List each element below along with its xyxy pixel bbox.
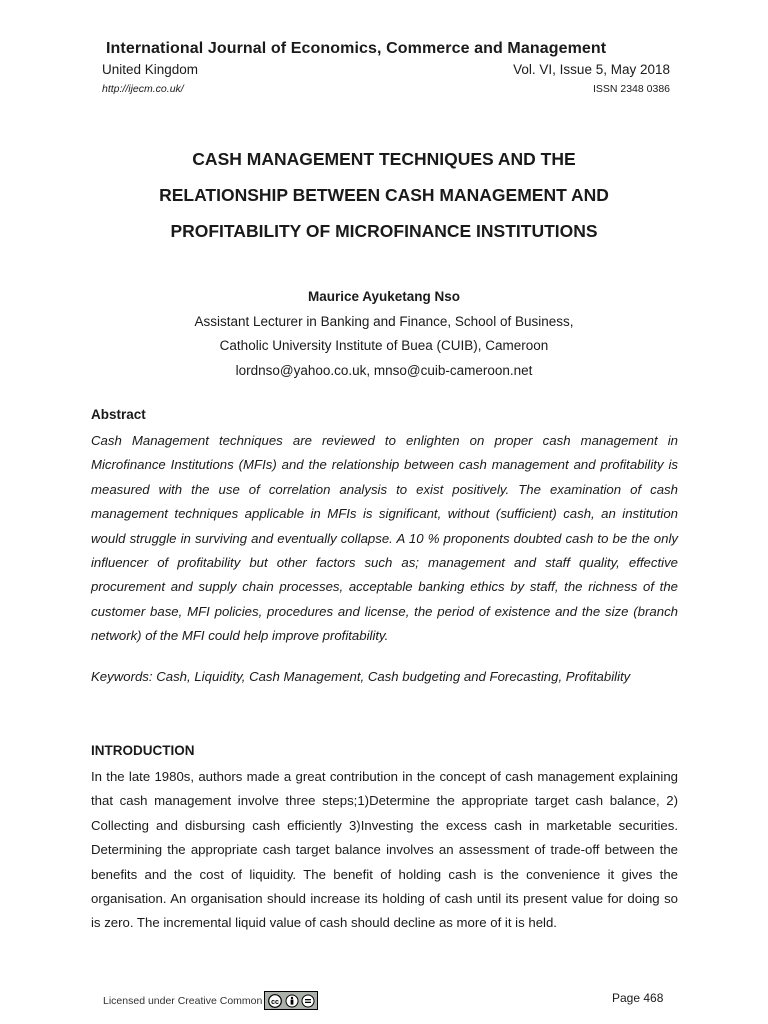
introduction-heading: INTRODUCTION xyxy=(91,743,195,758)
author-affiliation: Catholic University Institute of Buea (CUIB), Cameroon xyxy=(219,338,549,353)
author-name: Maurice Ayuketang Nso xyxy=(307,289,461,304)
author-affiliation: Assistant Lecturer in Banking and Finance, School of Business, xyxy=(194,313,574,329)
header-row-top xyxy=(102,62,670,77)
journal-volume: Vol. VI, Issue 5, May 2018 xyxy=(513,62,670,77)
footer-license xyxy=(103,991,318,1010)
title-line: CASH MANAGEMENT TECHNIQUES AND THE xyxy=(192,149,576,169)
keywords: Keywords: Cash, Liquidity, Cash Management, Cash budgeting and Forecasting, Profitability xyxy=(91,669,631,684)
journal-location: United Kingdom xyxy=(102,62,199,77)
abstract-text: Cash Management techniques are reviewed to enlighten on proper cash management in Microfinance Institutions (MFIs) and the relationship between cash management and profitability is measured with the use of correlation analysis to exist positively. The examination of cash management techniques applicable in MFIs is significant, without (sufficient) cash, an institution would struggle in surviving and eventually collapse. A 10 % proponents doubted cash to be the only influencer of profitability but other factors such as; management and staff quality, effective procurement and supply chain processes, acceptable banking ethics by staff, the richness of the customer base, MFI policies, procedures and license, the period of existence and the size (branch network) of the MFI could help improve profitability. xyxy=(91,433,678,644)
nd-icon xyxy=(301,994,315,1008)
by-icon xyxy=(285,994,299,1008)
cc-icon xyxy=(267,994,283,1008)
journal-title: International Journal of Economics, Commerce and Management xyxy=(106,40,607,57)
title-line: PROFITABILITY OF MICROFINANCE INSTITUTIONS xyxy=(170,221,598,241)
svg-text:cc: cc xyxy=(271,998,280,1006)
cc-license-badge[interactable] xyxy=(264,991,318,1010)
header-row-bottom xyxy=(102,83,670,95)
journal-url[interactable]: http://ijecm.co.uk/ xyxy=(102,83,184,95)
journal-issn: ISSN 2348 0386 xyxy=(592,83,670,95)
author-emails[interactable]: lordnso@yahoo.co.uk, mnso@cuib-cameroon.net xyxy=(235,362,533,378)
introduction-text: In the late 1980s, authors made a great contribution in the concept of cash management explaining that cash management involve three steps;1)Determine the appropriate target cash balance, 2) Collecting and disbursing cash efficiently 3)Investing the excess cash in marketable securities. Determining the appropriate cash target balance involves an assessment of trade-off between the benefits and the cost of liquidity. The benefit of holding cash is the convenience it gives the organisation. An organisation should increase its holding of cash until its present value for doing so is zero. The incremental liquid value of cash should decline as more of it is held. xyxy=(91,769,678,931)
title-line: RELATIONSHIP BETWEEN CASH MANAGEMENT AND xyxy=(159,185,609,205)
license-text: Licensed under Creative Common xyxy=(103,994,263,1007)
paper-title xyxy=(90,141,678,249)
page-number: Page 468 xyxy=(612,991,664,1005)
abstract-heading: Abstract xyxy=(91,407,146,422)
author-block xyxy=(90,285,678,383)
